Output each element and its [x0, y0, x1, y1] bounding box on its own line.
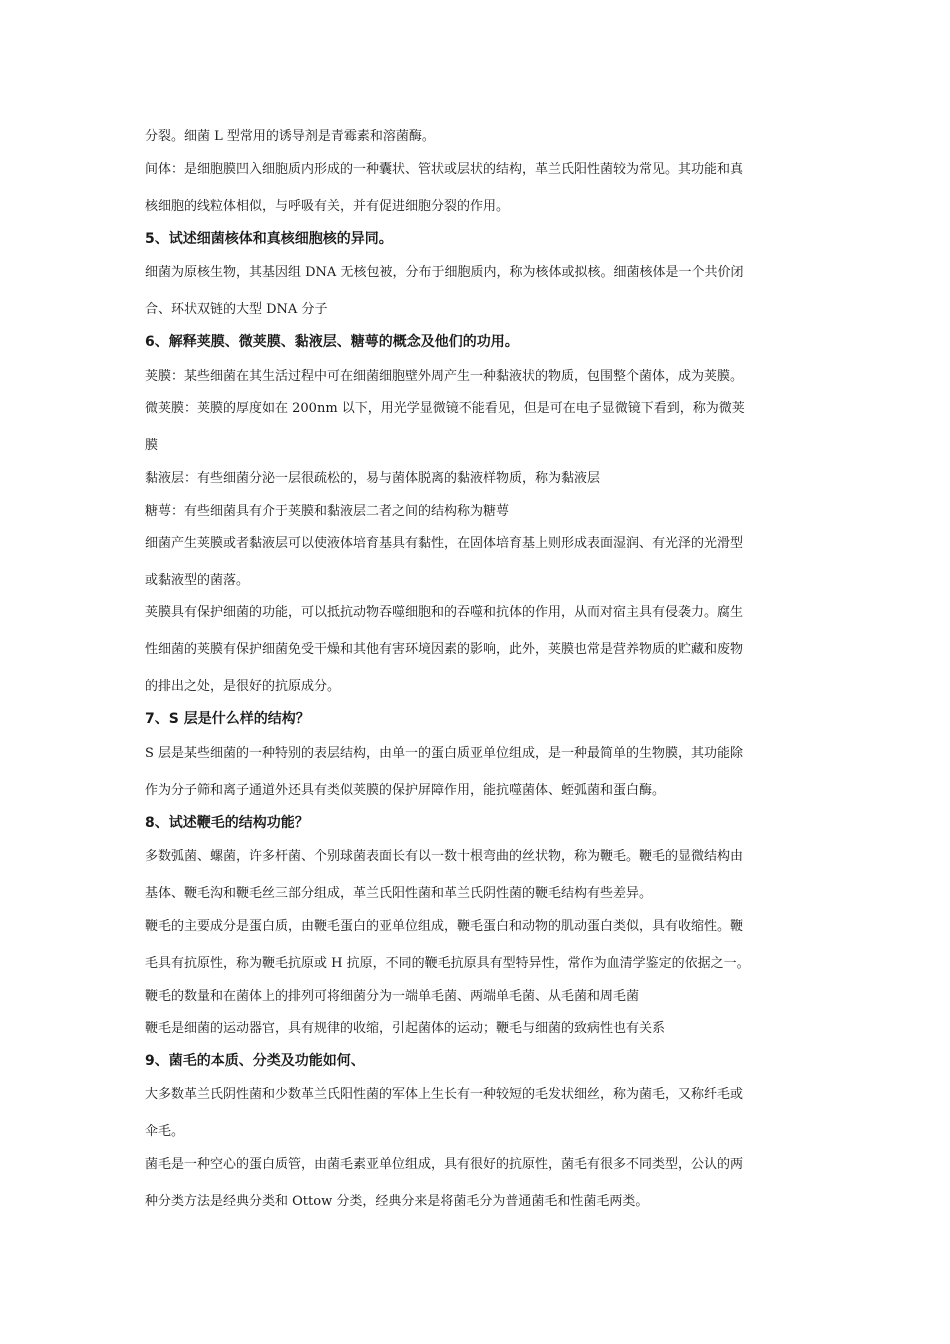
- text-line: 作为分子筛和离子通道外还具有类似荚膜的保护屏障作用，能抗噬菌体、蛭弧菌和蛋白酶。: [145, 783, 666, 798]
- section-heading: 5、试述细菌核体和真核细胞核的异同。: [145, 231, 393, 247]
- text-line: 细菌为原核生物，其基因组 DNA 无核包被，分布于细胞质内，称为核体或拟核。细菌核体是一个共价闭: [145, 265, 744, 280]
- text-line: 糖萼：有些细菌具有介于荚膜和黏液层二者之间的结构称为糖萼: [145, 504, 510, 519]
- text-line: 微荚膜：荚膜的厚度如在 200nm 以下，用光学显微镜不能看见，但是可在电子显微镜下看到，称为微荚: [145, 401, 745, 416]
- text-line: 的排出之处，是很好的抗原成分。: [145, 679, 341, 694]
- text-line: 膜: [145, 438, 159, 453]
- text-line: 基体、鞭毛沟和鞭毛丝三部分组成，革兰氏阳性菌和革兰氏阴性菌的鞭毛结构有些差异。: [145, 886, 653, 901]
- section-heading: 6、解释荚膜、微荚膜、黏液层、糖萼的概念及他们的功用。: [145, 334, 519, 350]
- text-line: 种分类方法是经典分类和 Ottow 分类，经典分来是将菌毛分为普通菌毛和性菌毛两类。: [145, 1194, 649, 1209]
- text-line: 伞毛。: [145, 1124, 185, 1139]
- text-line: 细菌产生荚膜或者黏液层可以使液体培育基具有黏性，在固体培育基上则形成表面湿润、有光泽的光滑型: [145, 536, 744, 551]
- text-line: 大多数革兰氏阴性菌和少数革兰氏阳性菌的军体上生长有一种较短的毛发状细丝，称为菌毛，又称纤毛或: [145, 1087, 744, 1102]
- text-line: 或黏液型的菌落。: [145, 573, 250, 588]
- text-line: 间体：是细胞膜凹入细胞质内形成的一种囊状、管状或层状的结构，革兰氏阳性菌较为常见。其功能和真: [145, 162, 744, 177]
- text-line: 黏液层：有些细菌分泌一层很疏松的，易与菌体脱离的黏液样物质，称为黏液层: [145, 471, 601, 486]
- text-line: 毛具有抗原性，称为鞭毛抗原或 H 抗原，不同的鞭毛抗原具有型特异性，常作为血清学鉴定的依据之一。: [145, 956, 750, 971]
- section-heading: 8、试述鞭毛的结构功能？: [145, 815, 309, 831]
- text-line: 分裂。细菌 L 型常用的诱导剂是青霉素和溶菌酶。: [145, 129, 435, 144]
- text-line: 鞭毛是细菌的运动器官，具有规律的收缩，引起菌体的运动；鞭毛与细菌的致病性也有关系: [145, 1021, 666, 1036]
- text-line: 荚膜具有保护细菌的功能，可以抵抗动物吞噬细胞和的吞噬和抗体的作用，从而对宿主具有侵袭力。腐生: [145, 605, 744, 620]
- text-line: 荚膜：某些细菌在其生活过程中可在细菌细胞壁外周产生一种黏液状的物质，包围整个菌体，成为荚膜。: [145, 369, 744, 384]
- section-heading: 9、菌毛的本质、分类及功能如何、: [145, 1053, 365, 1069]
- text-line: 核细胞的线粒体相似，与呼吸有关，并有促进细胞分裂的作用。: [145, 199, 510, 214]
- text-line: 鞭毛的数量和在菌体上的排列可将细菌分为一端单毛菌、两端单毛菌、从毛菌和周毛菌: [145, 989, 640, 1004]
- text-line: 合、环状双链的大型 DNA 分子: [145, 302, 328, 317]
- text-line: 性细菌的荚膜有保护细菌免受干燥和其他有害环境因素的影响，此外，荚膜也常是营养物质的贮藏和废物: [145, 642, 744, 657]
- text-line: 菌毛是一种空心的蛋白质管，由菌毛素亚单位组成，具有很好的抗原性，菌毛有很多不同类型，公认的两: [145, 1157, 744, 1172]
- text-line: 多数弧菌、螺菌，许多杆菌、个别球菌表面长有以一数十根弯曲的丝状物，称为鞭毛。鞭毛的显微结构由: [145, 849, 744, 864]
- text-line: 鞭毛的主要成分是蛋白质，由鞭毛蛋白的亚单位组成，鞭毛蛋白和动物的肌动蛋白类似，具有收缩性。鞭: [145, 919, 744, 934]
- text-line: S 层是某些细菌的一种特别的表层结构，由单一的蛋白质亚单位组成，是一种最简单的生物膜，其功能除: [145, 746, 744, 761]
- section-heading: 7、S 层是什么样的结构？: [145, 711, 310, 727]
